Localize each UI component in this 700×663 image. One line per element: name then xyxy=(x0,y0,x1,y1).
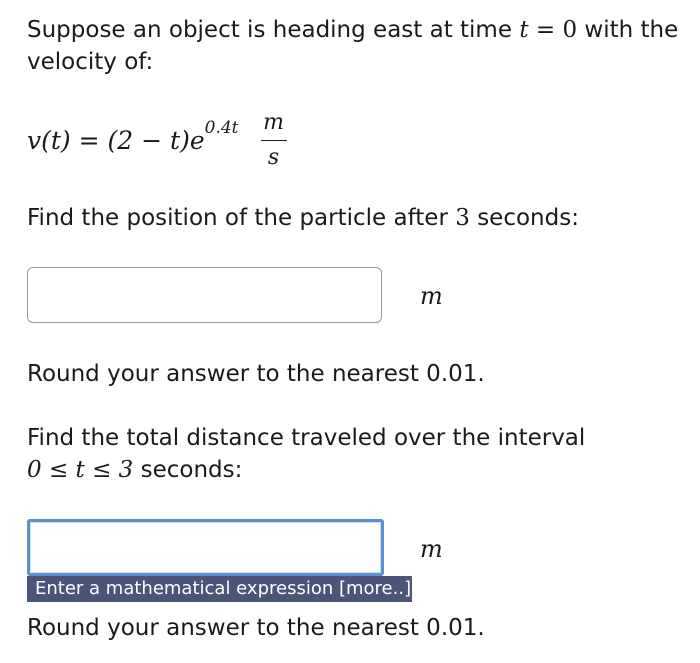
round-note-2: Round your answer to the nearest 0.01. xyxy=(27,615,485,641)
intro-line-1 xyxy=(27,14,678,46)
fraction-bar xyxy=(261,140,287,141)
unit-denominator: s xyxy=(267,144,280,170)
velocity-equation xyxy=(27,108,287,172)
question-1-text: Find the position of the particle after xyxy=(27,205,448,231)
question-1-number: 3 xyxy=(455,205,470,231)
intro-line-1-tail: with the xyxy=(584,17,679,43)
distance-answer-input[interactable] xyxy=(27,519,384,576)
unit-numerator: m xyxy=(263,109,284,135)
velocity-unit-fraction xyxy=(261,110,287,171)
question-2-line-2 xyxy=(27,454,242,486)
position-unit: m xyxy=(420,282,443,310)
distance-unit: m xyxy=(420,535,443,563)
round-note-1: Round your answer to the nearest 0.01. xyxy=(27,361,485,387)
question-2-line-1: Find the total distance traveled over the interval xyxy=(27,425,586,451)
position-answer-input[interactable] xyxy=(27,267,382,323)
question-1-tail: seconds: xyxy=(477,205,579,231)
interval-tail: seconds: xyxy=(140,457,243,483)
expression-hint-tooltip[interactable]: Enter a mathematical expression [more..] xyxy=(27,576,412,602)
intro-line-2: velocity of: xyxy=(27,49,154,75)
time-variable: t xyxy=(519,17,529,43)
intro-line-1-text: Suppose an object is heading east at time xyxy=(27,17,512,43)
interval-expression: 0 ≤ t ≤ 3 xyxy=(27,457,134,483)
question-1-prompt xyxy=(27,202,579,234)
equation-exponent: 0.4t xyxy=(204,118,239,138)
equation-lhs: v(t) = (2 − t)e xyxy=(27,125,205,155)
time-equals-zero: = 0 xyxy=(528,17,585,43)
